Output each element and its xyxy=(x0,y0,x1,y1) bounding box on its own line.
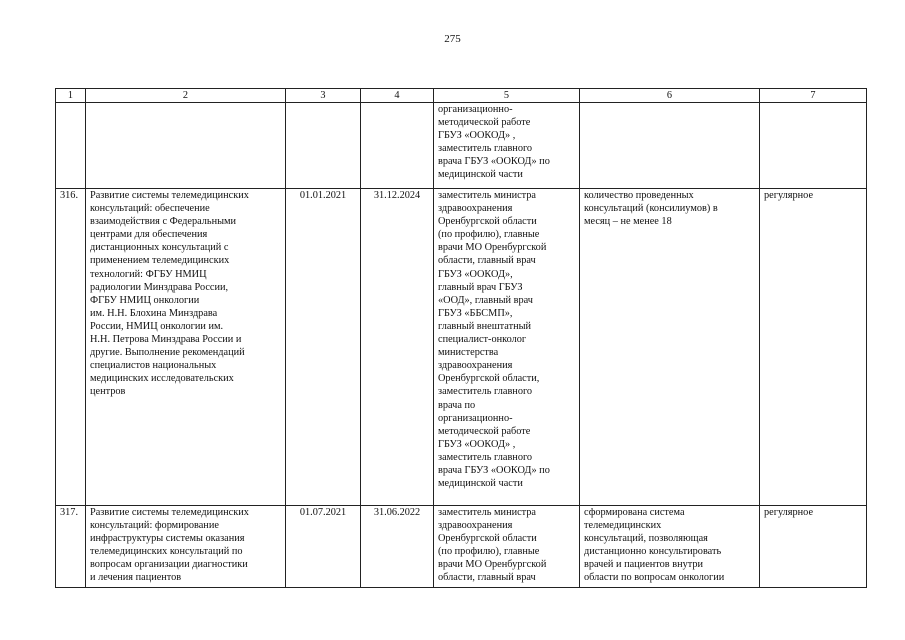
row-number xyxy=(56,103,86,189)
row-number: 317. xyxy=(56,506,86,588)
end-date-cell: 31.06.2022 xyxy=(361,506,434,588)
measures-table xyxy=(55,88,867,588)
table-row xyxy=(56,103,867,189)
column-header: 1 xyxy=(56,89,86,103)
result-cell xyxy=(580,103,760,189)
column-header: 3 xyxy=(286,89,361,103)
column-header: 2 xyxy=(86,89,286,103)
end-date-cell: 31.12.2024 xyxy=(361,189,434,506)
start-date-cell: 01.07.2021 xyxy=(286,506,361,588)
responsible-cell: заместитель министра здравоохранения Оренбургской области (по профилю), главные врачи МО Оренбургской области, главный врач xyxy=(434,506,580,588)
page-number: 275 xyxy=(444,33,461,45)
periodicity-cell: регулярное xyxy=(760,189,867,506)
header-row xyxy=(56,89,867,103)
column-header: 6 xyxy=(580,89,760,103)
event-cell: Развитие системы телемедицинских консультаций: обеспечение взаимодействия с Федеральными центрами для обеспечения дистанционных консультаций с применением телемедицинских технологий: ФГБУ НМИЦ радиологии Минздрава России, ФГБУ НМИЦ онкологии им. Н.Н. Блохина Минздрава России, НМИЦ онкологии им. Н.Н. Петрова Минздрава России и другие. Выполнение рекомендаций специалистов национальных медицинских исследовательских центров xyxy=(86,189,286,506)
column-header: 7 xyxy=(760,89,867,103)
table-row xyxy=(56,506,867,588)
event-cell: Развитие системы телемедицинских консультаций: формирование инфраструктуры системы оказания телемедицинских консультаций по вопросам организации диагностики и лечения пациентов xyxy=(86,506,286,588)
column-header: 4 xyxy=(361,89,434,103)
result-cell: количество проведенных консультаций (консилиумов) в месяц – не менее 18 xyxy=(580,189,760,506)
periodicity-cell xyxy=(760,103,867,189)
event-cell xyxy=(86,103,286,189)
table-row xyxy=(56,189,867,506)
column-header: 5 xyxy=(434,89,580,103)
start-date-cell xyxy=(286,103,361,189)
periodicity-cell: регулярное xyxy=(760,506,867,588)
result-cell: сформирована система телемедицинских консультаций, позволяющая дистанционно консультировать врачей и пациентов внутри области по вопросам онкологии xyxy=(580,506,760,588)
responsible-cell: организационно- методической работе ГБУЗ «ООКОД» , заместитель главного врача ГБУЗ «ООКОД» по медицинской части xyxy=(434,103,580,189)
end-date-cell xyxy=(361,103,434,189)
row-number: 316. xyxy=(56,189,86,506)
responsible-cell: заместитель министра здравоохранения Оренбургской области (по профилю), главные врачи МО Оренбургской области, главный врач ГБУЗ «ООКОД», главный врач ГБУЗ «ООД», главный врач ГБУЗ «ББСМП», главный внештатный специалист-онколог министерства здравоохранения Оренбургской области, заместитель главного врача по организационно- методической работе ГБУЗ «ООКОД» , заместитель главного врача ГБУЗ «ООКОД» по медицинской части xyxy=(434,189,580,506)
start-date-cell: 01.01.2021 xyxy=(286,189,361,506)
